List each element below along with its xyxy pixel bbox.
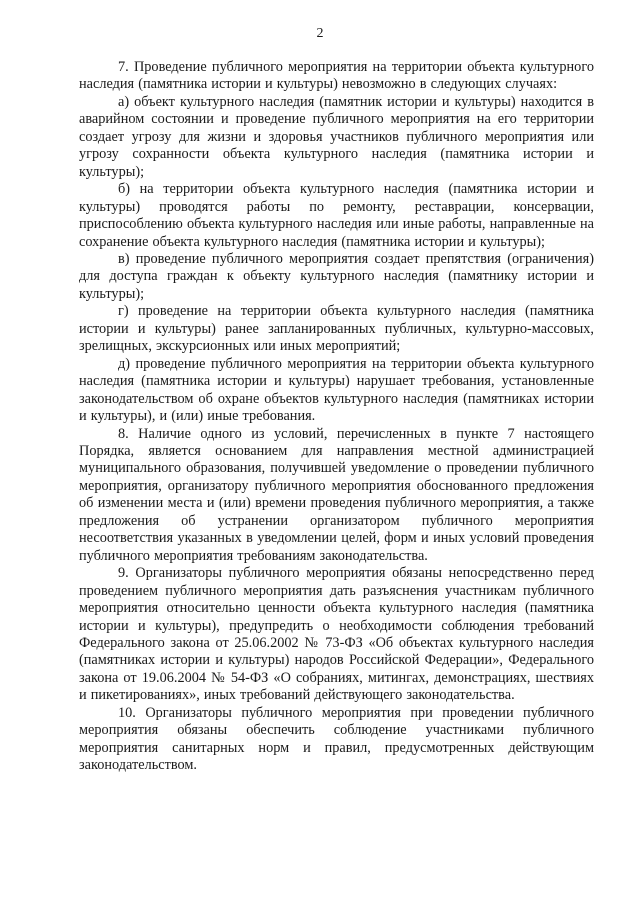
paragraph-item-7: 7. Проведение публичного мероприятия на территории объекта культурного наследия (памятника истории и культуры) невозможно в следующих случаях: bbox=[79, 59, 594, 93]
paragraph-subitem-g: г) проведение на территории объекта культурного наследия (памятника истории и культуры) ранее запланированных публичных, культурно-массовых, зрелищных, экскурсионных или иных мероприятий; bbox=[79, 303, 594, 355]
paragraph-subitem-a: а) объект культурного наследия (памятник истории и культуры) находится в аварийном состоянии и проведение публичного мероприятия на его территории создает угрозу для жизни и здоровья участников публичного мероприятия или угрозу сохранности объекта культурного наследия (памятника истории и культуры); bbox=[79, 93, 594, 180]
paragraph-subitem-b: б) на территории объекта культурного наследия (памятника истории и культуры) проводятся работы по ремонту, реставрации, консервации, приспособлению объекта культурного наследия или иные работы, направленные на сохранение объекта культурного наследия (памятника истории и культуры); bbox=[79, 181, 594, 250]
paragraph-item-9: 9. Организаторы публичного мероприятия обязаны непосредственно перед проведением публичного мероприятия дать разъяснения участникам публичного мероприятия относительно ценности объекта культурного наследия (памятника истории и культуры), предупредить о необходимости соблюдения требований Федерального закона от 25.06.2002 № 73-ФЗ «Об объектах культурного наследия (памятниках истории и культуры) народов Российской Федерации», Федерального закона от 19.06.2004 № 54-ФЗ «О собраниях, митингах, демонстрациях, шествиях и пикетированиях», иных требований действующего законодательства. bbox=[79, 565, 594, 704]
document-body bbox=[79, 59, 594, 775]
paragraph-item-8: 8. Наличие одного из условий, перечисленных в пункте 7 настоящего Порядка, является основанием для направления местной администрацией муниципального образования, получившей уведомление о проведении публичного мероприятия, организатору публичного мероприятия обоснованного предложения об изменении места и (или) времени проведения публичного мероприятия, а также предложения об устранении организатором публичного мероприятия несоответствия указанных в уведомлении целей, форм и иных условий проведения публичного мероприятия требованиям законодательства. bbox=[79, 425, 594, 564]
paragraph-subitem-d: д) проведение публичного мероприятия на территории объекта культурного наследия (памятника истории и культуры) нарушает требования, установленные законодательством об охране объектов культурного наследия (памятниках истории и культуры), и (или) иные требования. bbox=[79, 355, 594, 425]
paragraph-item-10: 10. Организаторы публичного мероприятия при проведении публичного мероприятия обязаны обеспечить соблюдение участниками публичного мероприятия санитарных норм и правил, предусмотренных действующим законодательством. bbox=[79, 704, 594, 774]
page-number: 2 bbox=[316, 26, 324, 41]
paragraph-subitem-v: в) проведение публичного мероприятия создает препятствия (ограничения) для доступа граждан к объекту культурного наследия (памятнику истории и культуры); bbox=[79, 250, 594, 302]
